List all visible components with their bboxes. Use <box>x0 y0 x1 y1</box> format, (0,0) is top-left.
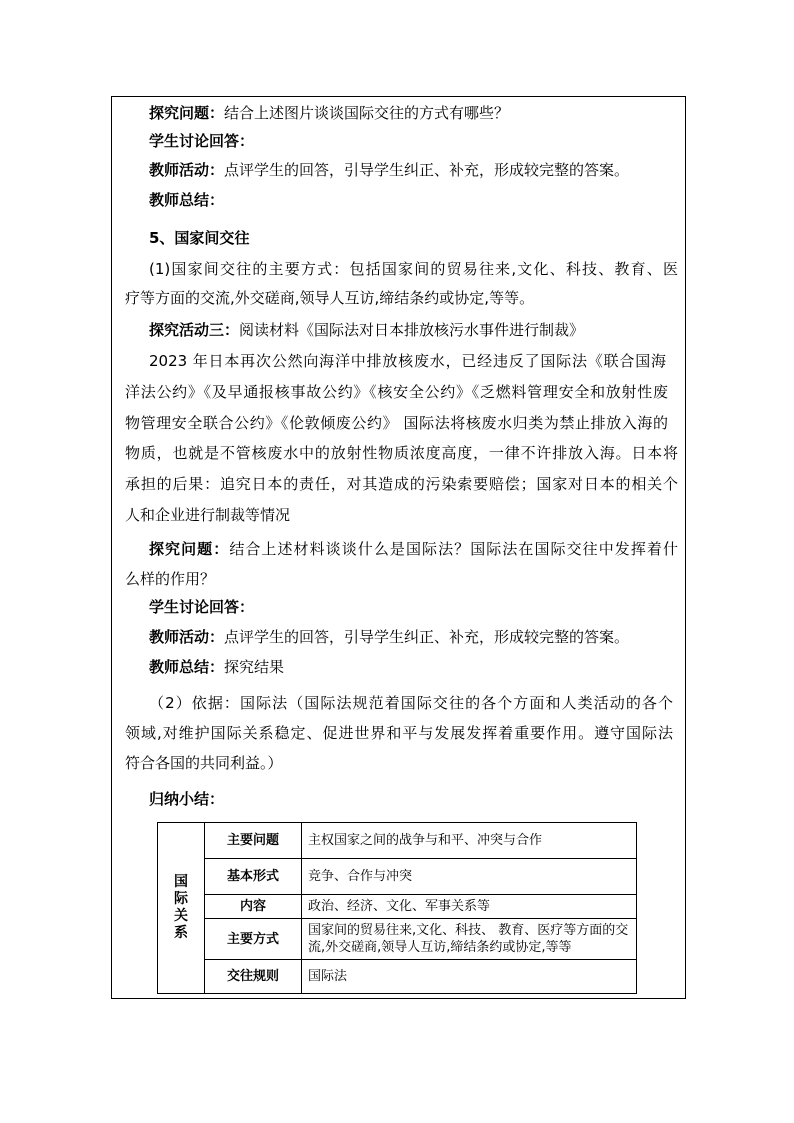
paragraph-3-line-3: 符合各国的共同利益。） <box>125 754 283 772</box>
teacher-activity-label: 教师活动： <box>149 161 225 179</box>
paragraph-1-line-2: 疗等方面的交流,外交磋商,领导人互访,缔结条约或协定,等等。 <box>125 289 535 307</box>
teacher-activity-1 <box>149 160 629 180</box>
teacher-activity-label: 教师活动： <box>149 628 225 646</box>
table-row-head: 内容 <box>205 895 302 919</box>
paragraph-2-line-6: 人和企业进行制裁等情况 <box>125 506 291 524</box>
paragraph-1-line-1: (1)国家间交往的主要方式：包括国家间的贸易往来,文化、科技、教育、医 <box>149 260 678 278</box>
inquiry-activity-text: 阅读材料《国际法对日本排放核污水事件进行制裁》 <box>239 321 585 339</box>
inquiry-activity-3 <box>149 320 584 340</box>
table-row-value: 国际法 <box>302 960 637 994</box>
table-row-head: 主要方式 <box>205 919 302 960</box>
paragraph-2-line-1: 2023 年日本再次公然向海洋中排放核废水，已经违反了国际法《联合国海 <box>149 352 666 370</box>
table-row <box>158 823 637 859</box>
inquiry-question-label: 探究问题： <box>149 540 230 558</box>
section-heading-5: 5、国家间交往 <box>149 229 250 247</box>
inquiry-question-text: 结合上述材料谈谈什么是国际法？国际法在国际交往中发挥着什 <box>229 540 678 558</box>
table-row <box>158 919 637 960</box>
table-row-value: 国家间的贸易往来,文化、科技、 教育、医疗等方面的交流,外交磋商,领导人互访,缔结条约或协定,等等 <box>302 919 637 960</box>
table-row <box>158 960 637 994</box>
table-row-value: 竞争、合作与冲突 <box>302 859 637 895</box>
paragraph-2-line-5: 承担的后果：追究日本的责任，对其造成的污染索要赔偿；国家对日本的相关个 <box>125 475 678 493</box>
teacher-activity-text: 点评学生的回答，引导学生纠正、补充，形成较完整的答案。 <box>224 161 630 179</box>
summary-label: 归纳小结： <box>149 790 225 808</box>
teacher-summary-label-1: 教师总结： <box>149 191 225 209</box>
inquiry-question-2-cont: 么样的作用？ <box>125 570 216 588</box>
paragraph-2-line-2: 洋法公约》《及早通报核事故公约》《核安全公约》《乏燃料管理安全和放射性废 <box>125 383 668 401</box>
inquiry-question-label: 探究问题： <box>149 104 225 122</box>
inquiry-question-text: 结合上述图片谈谈国际交往的方式有哪些？ <box>224 104 510 122</box>
student-discussion-label-1: 学生讨论回答： <box>149 132 255 150</box>
table-row-head: 基本形式 <box>205 859 302 895</box>
table-row <box>158 895 637 919</box>
summary-table <box>157 822 637 994</box>
paragraph-3-line-2: 领域,对维护国际关系稳定、促进世界和平与发展发挥着重要作用。遵守国际法 <box>125 724 673 742</box>
teacher-summary-label: 教师总结： <box>149 658 225 676</box>
table-row-value: 主权国家之间的战争与和平、冲突与合作 <box>302 823 637 859</box>
table-row <box>158 859 637 895</box>
teacher-activity-2 <box>149 627 629 647</box>
table-row-head: 主要问题 <box>205 823 302 859</box>
table-side-label: 国际关系 <box>158 823 205 994</box>
table-row-value: 政治、经济、文化、军事关系等 <box>302 895 637 919</box>
inquiry-activity-label: 探究活动三： <box>149 321 240 339</box>
inquiry-question-2 <box>149 539 678 559</box>
teacher-activity-text: 点评学生的回答，引导学生纠正、补充，形成较完整的答案。 <box>224 628 630 646</box>
student-discussion-label-2: 学生讨论回答： <box>149 598 255 616</box>
inquiry-question-1 <box>149 103 509 123</box>
teacher-summary-text: 探究结果 <box>224 658 285 676</box>
paragraph-2-line-3: 物管理安全联合公约》《伦敦倾废公约》 国际法将核废水归类为禁止排放入海的 <box>125 414 668 432</box>
paragraph-2-line-4: 物质，也就是不管核废水中的放射性物质浓度高度，一律不许排放入海。日本将 <box>125 444 678 462</box>
paragraph-3-line-1: （2）依据：国际法（国际法规范着国际交往的各个方面和人类活动的各个 <box>149 694 673 712</box>
table-row-head: 交往规则 <box>205 960 302 994</box>
teacher-summary-2 <box>149 657 284 677</box>
